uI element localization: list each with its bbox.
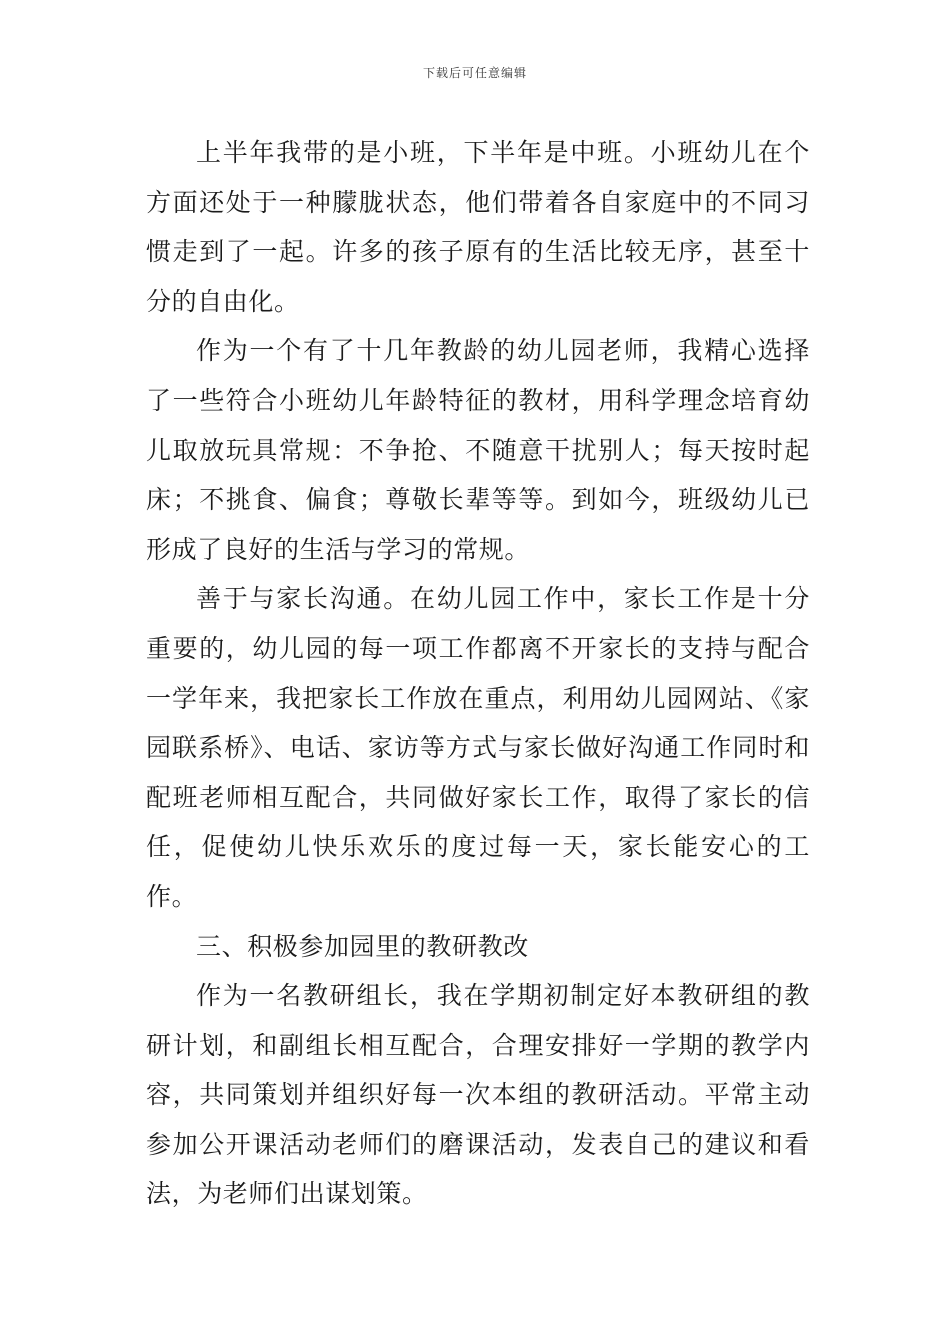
page-header-note: 下载后可任意编辑	[422, 66, 527, 80]
paragraph-1: 上半年我带的是小班，下半年是中班。小班幼儿在个方面还处于一种朦胧状态，他们带着各自家庭中的不同习惯走到了一起。许多的孩子原有的生活比较无序，甚至十分的自由化。	[146, 138, 810, 316]
section-heading: 三、积极参加园里的教研教改	[196, 931, 529, 961]
paragraph-4: 作为一名教研组长，我在学期初制定好本教研组的教研计划，和副组长相互配合，合理安排好一学期的教学内容，共同策划并组织好每一次本组的教研活动。平常主动参加公开课活动老师们的磨课活动，发表自己的建议和看法，为老师们出谋划策。	[146, 981, 810, 1209]
document-body	[146, 128, 810, 1219]
paragraph-2: 作为一个有了十几年教龄的幼儿园老师，我精心选择了一些符合小班幼儿年龄特征的教材，用科学理念培育幼儿取放玩具常规：不争抢、不随意干扰别人；每天按时起床；不挑食、偏食；尊敬长辈等等。到如今，班级幼儿已形成了良好的生活与学习的常规。	[146, 336, 810, 564]
paragraph-3: 善于与家长沟通。在幼儿园工作中，家长工作是十分重要的，幼儿园的每一项工作都离不开家长的支持与配合一学年来，我把家长工作放在重点，利用幼儿园网站、《家园联系桥》、电话、家访等方式与家长做好沟通工作同时和配班老师相互配合，共同做好家长工作，取得了家长的信任，促使幼儿快乐欢乐的度过每一天，家长能安心的工作。	[146, 584, 810, 911]
